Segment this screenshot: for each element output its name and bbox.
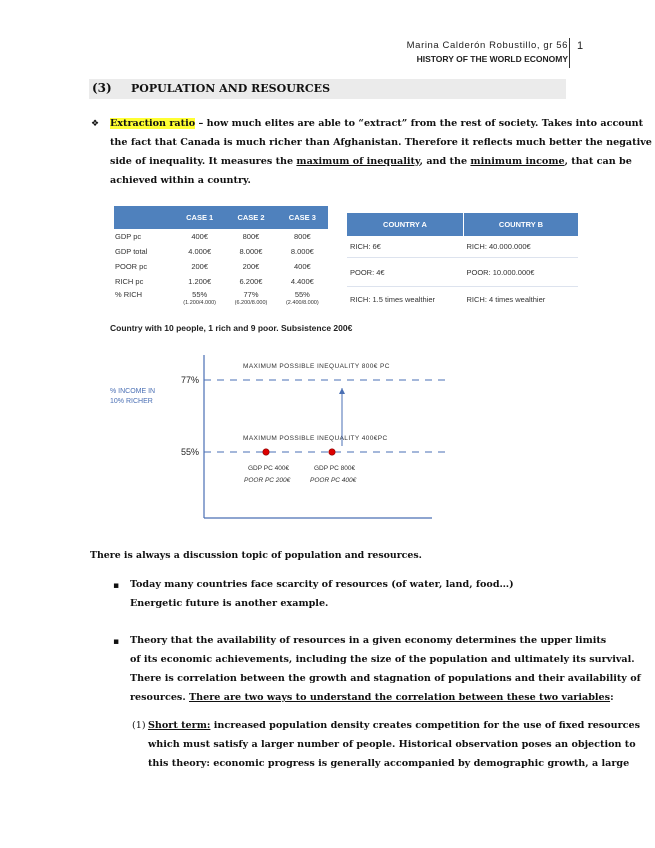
country-table [347,213,578,311]
cell-subvalue: (6.200/8.000) [234,300,268,306]
bullet1-text [130,575,514,613]
header-divider [569,38,570,68]
term-maximum-inequality: maximum of inequality [296,156,420,167]
extraction-line4: achieved within a country. [110,175,251,186]
data-point-sublabel: POOR PC 400€ [310,477,357,484]
y-tick-label: 55% [181,447,200,457]
header-author: Marina Calderón Robustillo, gr 56 [406,40,568,51]
bullet2-line3: There is correlation between the growth and stagnation of populations and their availability of [130,673,641,684]
table-cell: 4.400€ [290,277,314,286]
table-cell [225,289,276,309]
extraction-line3-mid: , and the [419,156,471,167]
bullet2-line4-underlined: There are two ways to understand the correlation between these two variables [189,692,611,703]
table-cell: RICH: 1.5 times wealthier [350,294,436,304]
table-cell: 6.200€ [239,277,263,286]
bullet1-line1: Today many countries face scarcity of resources (of water, land, food…) [130,579,514,590]
bullet2-line2: of its economic achievements, including the size of the population and ultimately its survival. [130,654,635,665]
table-cell: 800€ [293,232,311,241]
bullet2-text [130,631,641,707]
y-axis-label-line2: 10% RICHER [110,398,153,405]
inequality-chart [0,340,655,540]
bullet2-line4-start: resources. [130,692,190,703]
data-point-label: GDP PC 800€ [314,465,356,472]
country-b-header: COUNTRY B [464,213,579,236]
cell-subvalue: (2.400/8.000) [285,300,319,306]
extraction-line2: the fact that Canada is much richer than Afghanistan. Therefore it reflects much better the negative [110,137,652,148]
reference-line-label: MAXIMUM POSSIBLE INEQUALITY 800€ PC [243,363,390,370]
row-label: % RICH [115,290,143,299]
y-axis-label-line1: % INCOME IN [110,388,156,395]
item1-term: Short term: [148,720,211,731]
bullet2-line4-end: : [610,692,614,703]
table-row [347,236,578,258]
diamond-bullet-icon: ❖ [91,119,100,129]
square-bullet-icon: ▪ [113,581,120,591]
item1-line2: which must satisfy a larger number of people. Historical observation poses an objection to [148,739,636,750]
header-course: HISTORY OF THE WORLD ECONOMY [416,54,568,64]
y-tick-label: 77% [181,375,200,385]
table-cell: RICH: 6€ [347,236,464,258]
table-cell: 8.000€ [239,247,263,256]
table-cell: 4.000€ [188,247,212,256]
section-number: (3) [92,81,112,95]
bullet2-line1: Theory that the availability of resources in a given economy determines the upper limits [130,635,607,646]
section-title: POPULATION AND RESOURCES [131,82,331,95]
table-cell: 8.000€ [290,247,314,256]
row-label: POOR pc [115,262,148,271]
table-row [114,244,328,259]
table-cell: 200€ [242,262,260,271]
cases-table [114,206,328,309]
country-note: Country with 10 people, 1 rich and 9 poor. Subsistence 200€ [110,323,353,333]
table-cell [277,289,328,309]
arrow-head-icon [339,388,345,394]
intro-line: There is always a discussion topic of population and resources. [90,550,422,561]
extraction-paragraph [110,114,652,190]
table-cell: RICH: 40.000.000€ [464,236,579,258]
table-row [114,274,328,289]
data-point [263,449,269,455]
table-cell [174,289,225,309]
table-cell: 800€ [242,232,260,241]
table-cell: 1.200€ [188,277,212,286]
cell-value: 55% [294,290,310,299]
cell-subvalue: (1.200/4.000) [183,300,217,306]
cases-header-case1: CASE 1 [174,206,225,229]
cases-header-blank [114,206,174,229]
bullet1-line2: Energetic future is another example. [130,598,329,609]
extraction-line3-end: , that can be [564,156,632,167]
table-cell: POOR: 4€ [347,258,464,287]
cases-header-case2: CASE 2 [225,206,276,229]
square-bullet-icon: ▪ [113,637,120,647]
cell-value: 77% [243,290,259,299]
row-label: RICH pc [115,277,144,286]
term-minimum-income: minimum income [470,156,565,167]
item1-line3: this theory: economic progress is generally accompanied by demographic growth, a large [148,758,630,769]
table-row [114,229,328,244]
item1-text [148,716,640,773]
extraction-line3-start: side of inequality. It measures the [110,156,297,167]
table-cell: POOR: 10.000.000€ [464,258,579,287]
page-number: 1 [577,40,584,52]
reference-line-label: MAXIMUM POSSIBLE INEQUALITY 400€PC [243,435,388,442]
table-cell: 200€ [191,262,208,271]
table-row [114,289,328,309]
table-cell: RICH: 4 times wealthier [466,294,546,304]
country-a-header: COUNTRY A [347,213,464,236]
row-label: GDP total [115,247,148,256]
data-point-sublabel: POOR PC 200€ [244,477,291,484]
data-point-label: GDP PC 400€ [248,465,290,472]
table-row [347,258,578,287]
table-row [347,287,578,312]
table-cell: 400€ [293,262,311,271]
table-row [114,259,328,274]
extraction-term: Extraction ratio [110,118,196,129]
row-label: GDP pc [115,232,142,241]
data-point [329,449,335,455]
cell-value: 55% [192,290,208,299]
item1-number: (1) [132,720,146,731]
cases-header-case3: CASE 3 [277,206,328,229]
table-cell: 400€ [191,232,208,241]
extraction-line1: – how much elites are able to “extract” from the rest of society. Takes into account [195,118,644,129]
item1-line1: increased population density creates competition for the use of fixed resources [210,720,640,731]
